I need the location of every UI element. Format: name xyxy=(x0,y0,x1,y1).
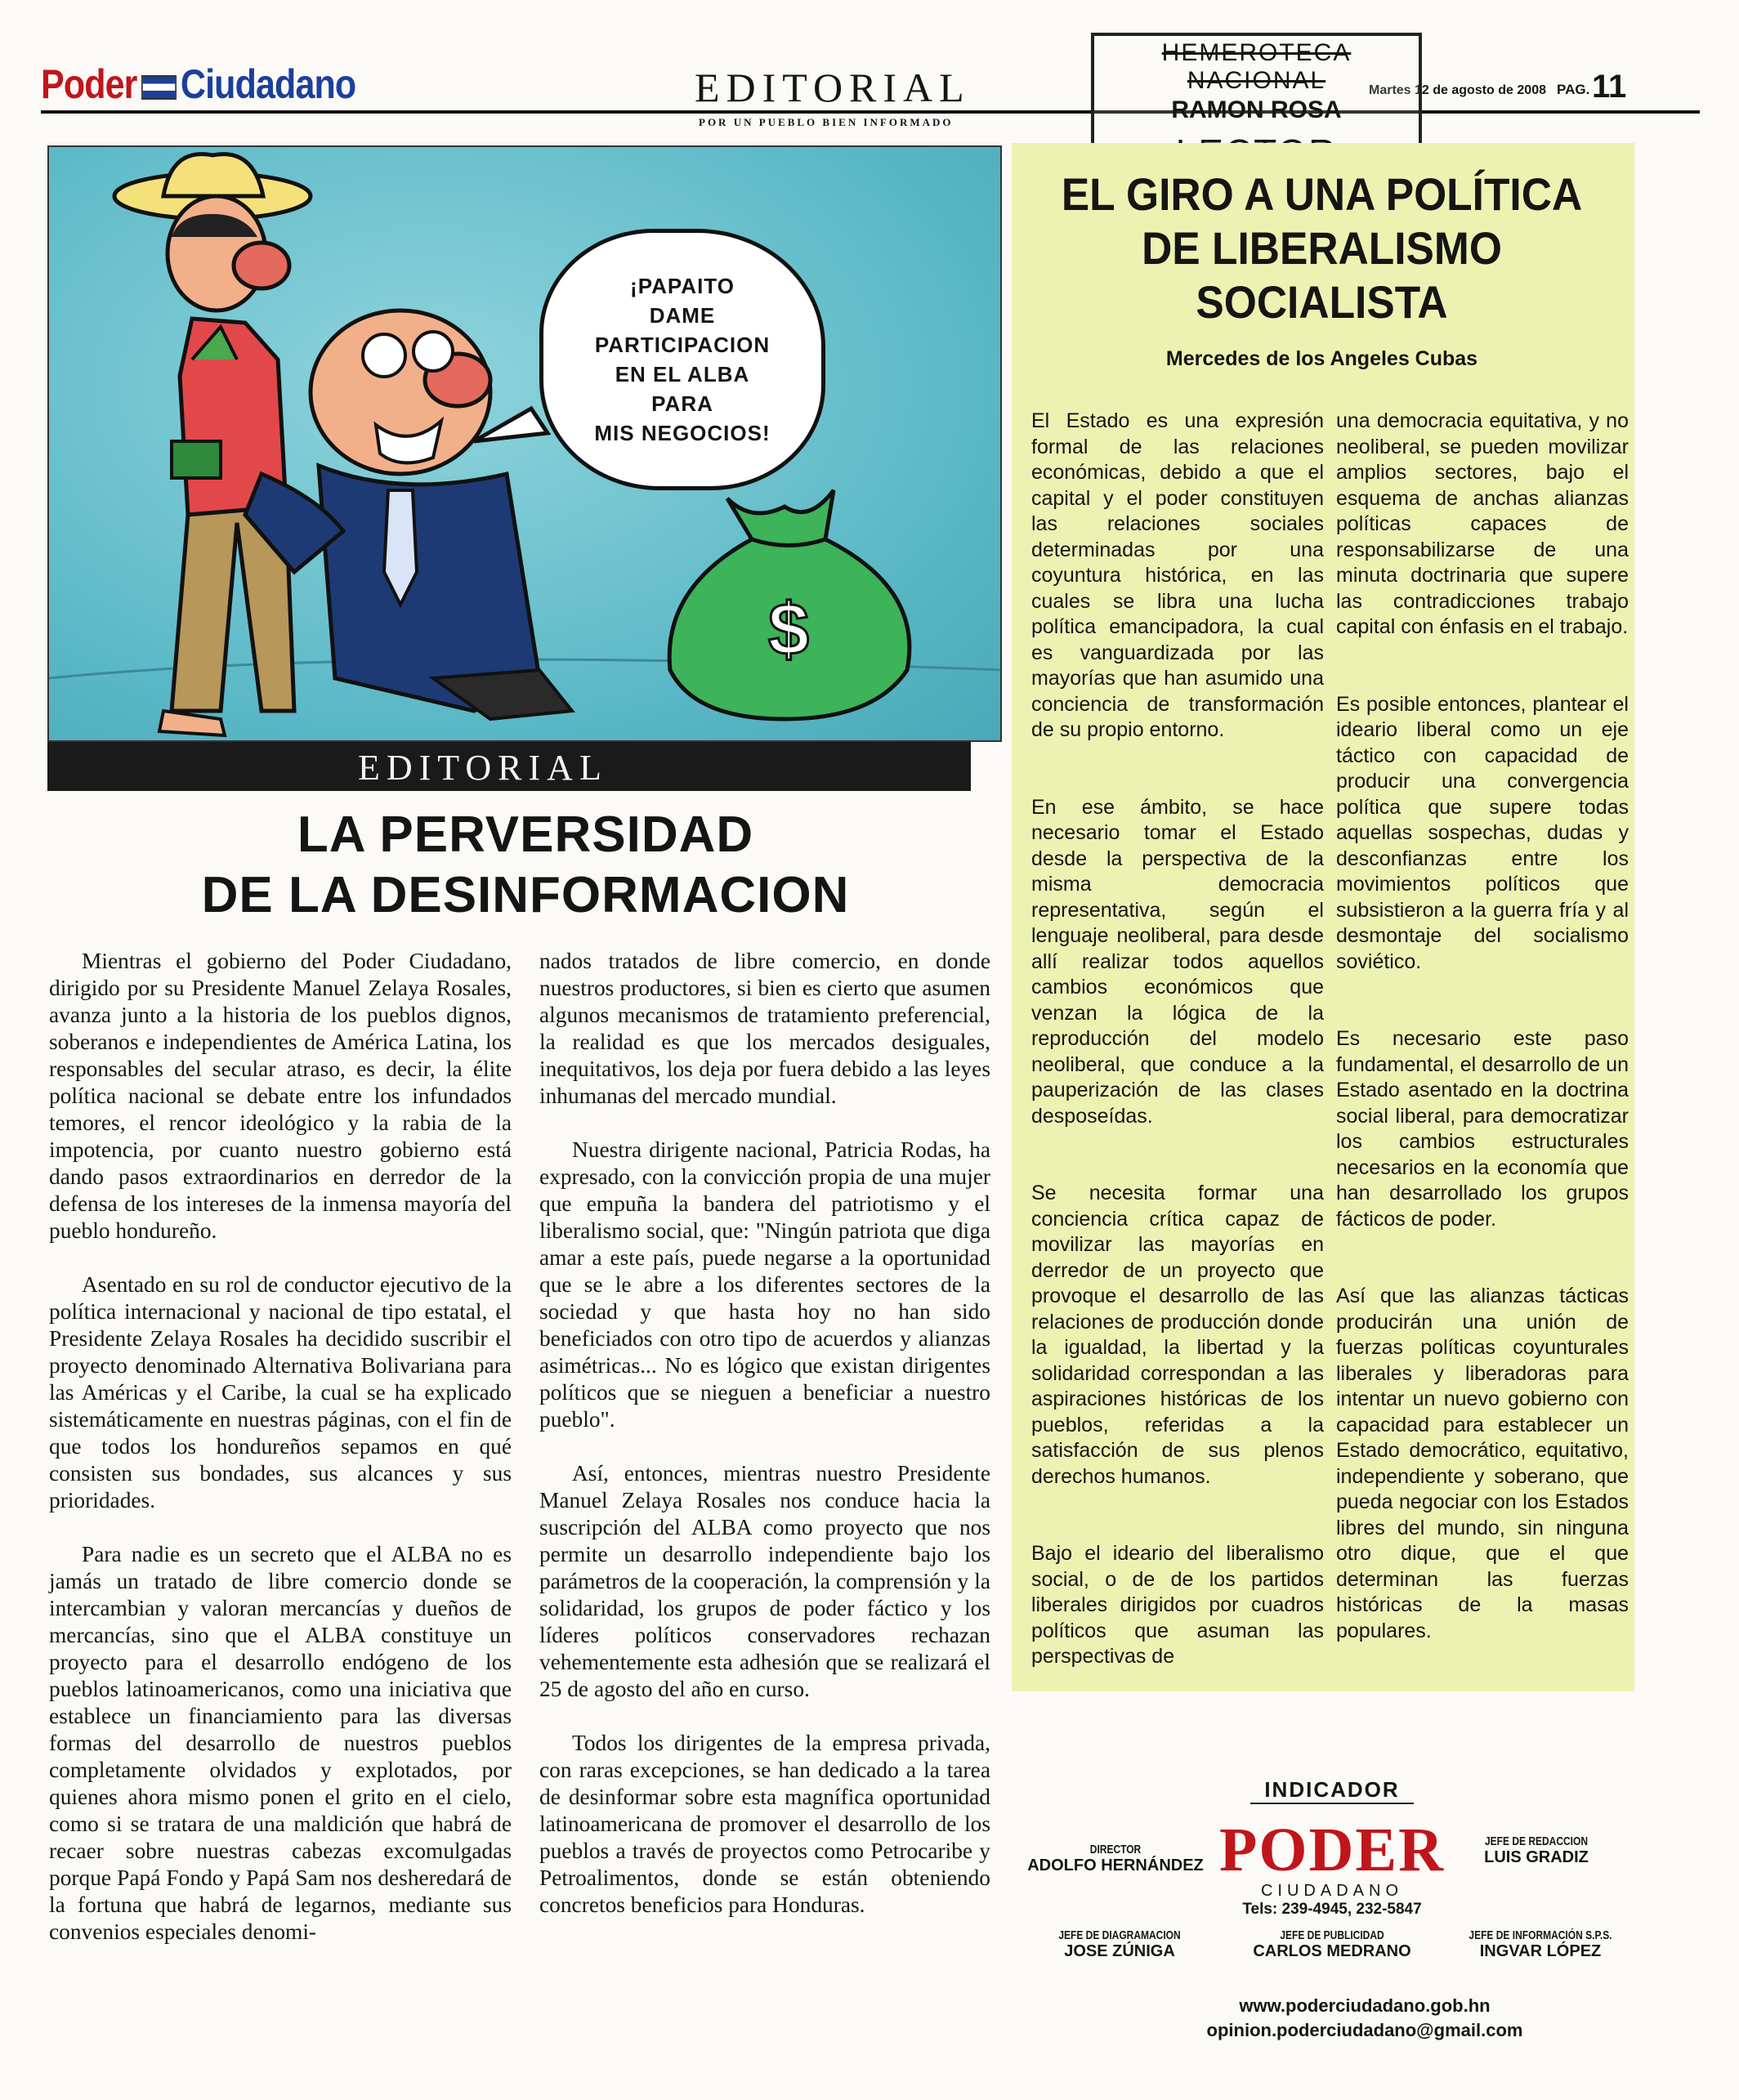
businessman-figure xyxy=(245,311,572,719)
website-link[interactable]: www.poderciudadano.gob.hn xyxy=(1239,1995,1491,2016)
paragraph: En ese ámbito, se hace necesario tomar el Estado desde la perspectiva de la misma democracia representativa, según el lenguaje neoliberal, para desde allí realizar todos aquellos cambios económicos que venzan la lógica de la reproducción del modelo neoliberal, que conduce a la pauperización de las clases desposeídas. xyxy=(1031,795,1324,1128)
masthead-rule xyxy=(41,110,1700,114)
speech-line: DAME xyxy=(649,303,716,328)
page-number: 11 xyxy=(1592,69,1627,105)
credit-role: DIRECTOR xyxy=(1089,1843,1142,1856)
editorial-headline xyxy=(47,805,1004,926)
logo-small-text: CIUDADANO xyxy=(1260,1882,1403,1900)
section-title: EDITORIAL xyxy=(695,65,971,110)
paragraph: Todos los dirigentes de la empresa privada, con raras excepciones, se han dedicado a la tarea de desinformar sobre esta magnífica oportunidad latinoamericana de promover el desarrollo de los pueblos a través de proyectos como Petrocaribe y Petroalimentos, donde se están obteniendo concretos beneficios para Honduras. xyxy=(539,1731,990,1917)
credit-role: JEFE DE REDACCION xyxy=(1484,1834,1589,1848)
editorial-bar xyxy=(47,742,971,791)
credit-name: INGVAR LÓPEZ xyxy=(1479,1942,1602,1960)
stamp-line-1: HEMEROTECA NACIONAL xyxy=(1161,39,1352,94)
article-title-line-1: EL GIRO A UNA POLÍTICA xyxy=(1061,168,1583,220)
speech-line: EN EL ALBA xyxy=(615,362,750,386)
speech-bubble xyxy=(539,229,825,490)
phone-numbers: Tels: 239-4945, 232-5847 xyxy=(1242,1901,1422,1918)
paragraph: Es necesario este paso fundamental, el desarrollo de un Estado asentado en la doctrina social liberal, para democratizar los cambios estructurales necesarios en la economía que han desarrollado los grupos fácticos de poder. xyxy=(1336,1027,1629,1231)
logo-ciudadano: Ciudadano xyxy=(180,61,356,107)
dateline: Martes 12 de agosto de 2008 xyxy=(1369,83,1546,97)
paragraph: Mientras el gobierno del Poder Ciudadano, dirigido por su Presidente Manuel Zelaya Rosales, avanza junto a la historia de los pueblos dignos, soberanos e independientes de América Latina, los responsables del secular atraso, es decir, la élite política nacional se debate entre los infundados temores, el rencor ideológico y la rabia de la impotencia, por cuanto nuestro gobierno está dando pasos extraordinarios en derredor de la defensa de los intereses de la inmensa mayoría del pueblo hondureño. xyxy=(49,949,512,1243)
informacion-credit xyxy=(1442,1928,1638,1961)
article-column-2 xyxy=(1336,409,1629,1696)
stamp-line-2: RAMON ROSA xyxy=(1171,96,1342,123)
library-stamp xyxy=(1091,33,1422,159)
motto: POR UN PUEBLO BIEN INFORMADO xyxy=(699,116,954,128)
director-credit xyxy=(1026,1843,1205,1875)
editorial-column-1 xyxy=(49,948,512,1973)
cartoon-illustration xyxy=(49,147,1002,742)
article-title xyxy=(1038,168,1606,329)
speech-line: PARA xyxy=(651,391,713,416)
paragraph: Para nadie es un secreto que el ALBA no es jamás un tratado de libre comercio donde se intercambian y valoran mercancías y dueños de mercancías, sino que el ALBA constituye un proyecto para el desarrollo endógeno de los pueblos latinoamericanos, como una iniciativa que establece un financiamiento para las diversas formas del desarrollo de nuestros pueblos completamente olvidados y explotados, por quienes ahora mismo ponen el grito en el cielo, como si se tratara de una maldición que habrá de recaer sobre nuestras cabezas excomulgadas porque Papá Fondo y Papá Sam nos desheredará de la fortuna que habrá de legarnos, mediante sus convenios especiales denomi- xyxy=(49,1542,512,1944)
editorial-bar-label: EDITORIAL xyxy=(358,748,608,788)
credit-name: ADOLFO HERNÁNDEZ xyxy=(1027,1856,1204,1874)
article-column-1 xyxy=(1031,409,1324,1722)
credit-name: LUIS GRADIZ xyxy=(1484,1848,1589,1866)
editorial-column-2 xyxy=(539,948,990,1946)
paragraph: El Estado es una expresión formal de las relaciones económicas, debido a que el capital y el poder constituyen las relaciones sociales determinadas por una coyuntura histórica, en las cuales se libra una lucha política emancipadora, la cual es vanguardizada por las mayorías que han asumido una conciencia de transformación de su propio entorno. xyxy=(1031,409,1324,741)
poder-ciudadano-logo xyxy=(1218,1818,1446,1919)
logo-big-text: PODER xyxy=(1219,1816,1445,1884)
headline-line-1: LA PERVERSIDAD xyxy=(297,806,754,863)
contact-info xyxy=(1177,1994,1553,2043)
speech-line: MIS NEGOCIOS! xyxy=(594,421,771,445)
redaccion-credit xyxy=(1455,1834,1618,1867)
article-title-line-2: DE LIBERALISMO xyxy=(1142,222,1502,274)
paragraph: una democracia equitativa, y no neoliberal, se pueden movilizar amplios sectores, bajo el esquema de anchas alianzas políticas capaces de responsabilizarse de una minuta doctrinaria que supere las contradicciones trabajo capital con énfasis en el trabajo. xyxy=(1336,409,1629,638)
credit-role: JEFE DE DIAGRAMACION xyxy=(1058,1928,1181,1942)
paragraph: Es posible entonces, plantear el ideario liberal como un eje táctico con capacidad de producir una convergencia política que supere todas aquellas sospechas, dudas y desconfianzas entre los movimientos políticos que subsistieron a la guerra fría y al desmontaje del socialismo soviético. xyxy=(1336,692,1629,973)
credit-name: JOSE ZÚNIGA xyxy=(1064,1942,1175,1960)
paragraph: Asentado en su rol de conductor ejecutivo de la política internacional y nacional de tipo estatal, el Presidente Zelaya Rosales ha decidido suscribir el proyecto denominado Alternativa Bolivariana para las Américas y el Caribe, la cual se ha explicado sistemáticamente en nuestras páginas, con el fin de que todos los hondureños sepamos en qué consisten sus bondades, sus alcances y sus prioridades. xyxy=(49,1272,512,1512)
editorial-cartoon xyxy=(47,145,1002,742)
email-link[interactable]: opinion.poderciudadano@gmail.com xyxy=(1206,2020,1523,2040)
logo-poder: Poder xyxy=(41,61,137,107)
article-author: Mercedes de los Angeles Cubas xyxy=(1165,347,1478,370)
publicidad-credit xyxy=(1234,1928,1430,1961)
paragraph: Así que las alianzas tácticas producirán una unión de fuerzas políticas coyunturales liberales y liberadoras para intentar un nuevo gobierno con capacidad para establecer un Estado democrático, equitativo, independiente y soberano, que pueda negociar con los Estados libres del mundo, sin ninguna otro dique, que el que determinan las fuerzas históricas de la masas populares. xyxy=(1336,1285,1629,1642)
speech-line: PARTICIPACION xyxy=(594,333,771,357)
dollar-sign-icon: $ xyxy=(767,589,810,671)
page-label: PAG. xyxy=(1557,82,1590,97)
article-title-line-3: SOCIALISTA xyxy=(1196,276,1448,328)
paragraph: Se necesita formar una conciencia crítica capaz de movilizar las mayorías en derredor de un proyecto que provoque el desarrollo de las relaciones de producción donde la igualdad, la libertad y la solidaridad correspondan a las aspiraciones históricas de los pueblos, referidas a la satisfacción de sus plenos derechos humanos. xyxy=(1031,1182,1324,1488)
credit-role: JEFE DE INFORMACIÓN S.P.S. xyxy=(1469,1928,1612,1942)
farmer-figure xyxy=(114,154,311,735)
credit-name: CARLOS MEDRANO xyxy=(1253,1942,1411,1960)
paragraph: Nuestra dirigente nacional, Patricia Rodas, ha expresado, con la convicción propia de una mujer que empuña la bandera del patriotismo y el liberalismo social, que: "Ningún patriota que diga amar a este país, puede negarse a la oportunidad que se le abre a los diferentes sectores de la sociedad y que hasta hoy no han sido beneficiados con otro tipo de acuerdos y alianzas asimétricas... No es lógico que existan dirigentes políticos que se nieguen a beneficiar a nuestro pueblo". xyxy=(539,1137,990,1432)
speech-line: ¡PAPAITO xyxy=(630,274,735,298)
headline-line-2: DE LA DESINFORMACION xyxy=(201,867,850,923)
paragraph: Bajo el ideario del liberalismo social, o de de los partidos liberales dirigidos por cuadros políticos que asuman las perspectivas de xyxy=(1031,1542,1324,1668)
newspaper-logo xyxy=(41,60,355,108)
flag-icon xyxy=(141,75,177,100)
paragraph: Así, entonces, mientras nuestro Presidente Manuel Zelaya Rosales nos conduce hacia la suscripción del ALBA como proyecto que nos permite un desarrollo independiente bajo los parámetros de la cooperación, la comprensión y la solidaridad, los grupos de poder fáctico y los líderes políticos conservadores rechazan vehementemente esta adhesión que se realizará el 25 de agosto del año en curso. xyxy=(539,1461,990,1701)
credit-role: JEFE DE PUBLICIDAD xyxy=(1280,1928,1384,1942)
paragraph: nados tratados de libre comercio, en donde nuestros productores, si bien es cierto que asumen algunos mecanismos de tratamiento preferencial, la realidad es que los mercados desiguales, inequitativos, los deja por fuera debido a las leyes inhumanas del mercado mundial. xyxy=(539,949,990,1108)
diagramacion-credit xyxy=(1026,1928,1214,1961)
indicador-title: INDICADOR xyxy=(1250,1777,1414,1804)
